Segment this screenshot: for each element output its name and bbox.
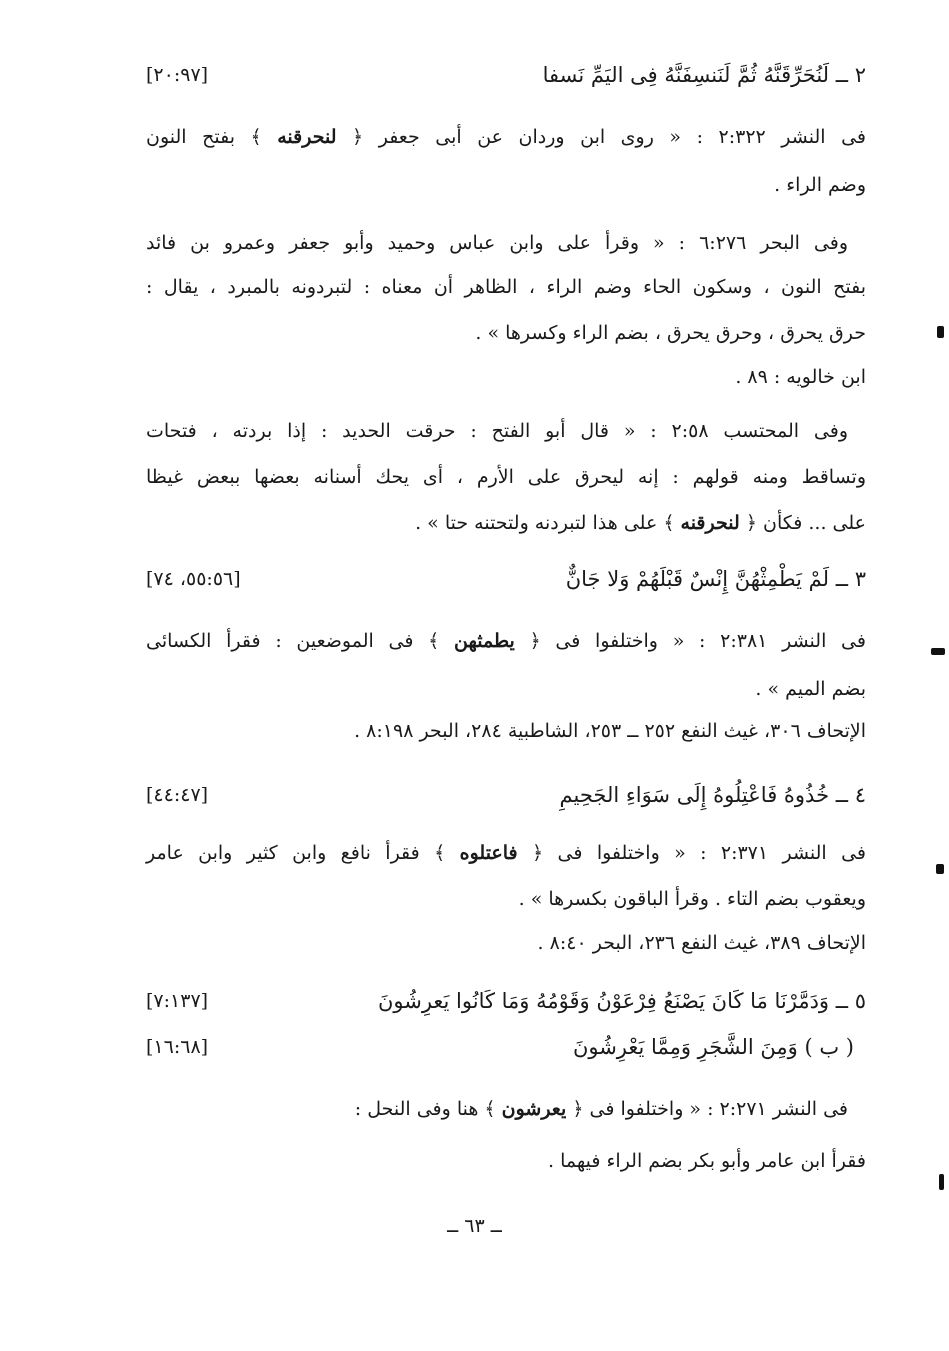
commentary-line: فى النشر ٢:٣٢٢ : « روى ابن وردان عن أبى جعفر ﴿ لنحرقنه ﴾ بفتح النون — [146, 126, 866, 148]
commentary-line: بضم الميم » . — [755, 678, 866, 700]
verse-text: ٤ ــ خُذُوهُ فَاعْتِلُوهُ إِلَى سَوَاءِ الجَحِيمِ — [559, 783, 866, 807]
highlighted-word: يعرشون — [501, 1098, 567, 1120]
verse-row-5b — [146, 1030, 866, 1064]
highlighted-word: يطمثهن — [454, 630, 515, 652]
verse-row-3 — [146, 562, 866, 596]
verse-text: ٢ ــ لَنُحَرِّقَنَّهُ ثُمَّ لَنَنسِفَنَّهُ فِى اليَمِّ نَسفا — [542, 63, 866, 87]
commentary-line: على ... فكأن ﴿ لنحرقنه ﴾ على هذا لتبردنه ولتحتنه حتا » . — [415, 512, 866, 534]
page-number: ــ ٦٣ ــ — [447, 1215, 502, 1237]
verse-reference: [٤٤:٤٧] — [146, 784, 209, 806]
commentary-line: الإتحاف ٣٨٩، غيث النفع ٢٣٦، البحر ٨:٤٠ . — [537, 932, 866, 954]
commentary-line: فى النشر ٢:٣٧١ : « واختلفوا فى ﴿ فاعتلوه ﴾ فقرأ نافع وابن كثير وابن عامر — [146, 842, 866, 864]
commentary-line: حرق يحرق ، وحرق يحرق ، بضم الراء وكسرها » . — [475, 322, 866, 344]
scan-mark — [931, 648, 945, 655]
highlighted-word: لنحرقنه — [680, 512, 740, 534]
commentary-line: وتساقط ومنه قولهم : إنه ليحرق على الأرم ، أى يحك أسنانه بعضها ببعض غيظا — [146, 466, 866, 488]
commentary-line: فى النشر ٢:٣٨١ : « واختلفوا فى ﴿ يطمثهن ﴾ فى الموضعين : فقرأ الكسائى — [146, 630, 866, 652]
commentary-line: ابن خالويه : ٨٩ . — [735, 366, 866, 388]
commentary-line: بفتح النون ، وسكون الحاء وضم الراء ، الظاهر أن معناه : لتبردونه بالمبرد ، يقال : — [146, 276, 866, 298]
verse-row-4 — [146, 778, 866, 812]
commentary-line: فى النشر ٢:٢٧١ : « واختلفوا فى ﴿ يعرشون ﴾ هنا وفى النحل : — [354, 1098, 848, 1120]
scan-mark — [939, 1174, 944, 1190]
scan-mark — [936, 864, 944, 874]
commentary-line: فقرأ ابن عامر وأبو بكر بضم الراء فيهما . — [548, 1150, 866, 1172]
verse-reference: [٧:١٣٧] — [146, 990, 209, 1012]
scan-mark — [937, 326, 944, 338]
verse-reference: [٥٥:٥٦، ٧٤] — [146, 568, 241, 590]
verse-reference: [١٦:٦٨] — [146, 1036, 209, 1058]
commentary-line: وفى البحر ٦:٢٧٦ : « وقرأ على وابن عباس وحميد وأبو جعفر وعمرو بن فائد — [146, 232, 848, 254]
commentary-line: وفى المحتسب ٢:٥٨ : « قال أبو الفتح : حرقت الحديد : إذا بردته ، فتحات — [146, 420, 848, 442]
verse-text: ٣ ــ لَمْ يَطْمِثْهُنَّ إِنْسٌ قَبْلَهُمْ وَلا جَانٌّ — [565, 567, 866, 591]
commentary-line: الإتحاف ٣٠٦، غيث النفع ٢٥٢ ــ ٢٥٣، الشاطبية ٢٨٤، البحر ٨:١٩٨ . — [354, 720, 866, 742]
highlighted-word: فاعتلوه — [459, 842, 518, 864]
commentary-line: وضم الراء . — [774, 174, 866, 196]
commentary-line: ويعقوب بضم التاء . وقرأ الباقون بكسرها » . — [518, 888, 866, 910]
highlighted-word: لنحرقنه — [277, 126, 337, 148]
verse-row-2 — [146, 58, 866, 92]
verse-reference: [٢٠:٩٧] — [146, 64, 209, 86]
verse-row-5 — [146, 984, 866, 1018]
verse-text: ٥ ــ وَدَمَّرْنَا مَا كَانَ يَصْنَعُ فِرْعَوْنُ وَقَوْمُهُ وَمَا كَانُوا يَعرِشُونَ — [377, 989, 866, 1013]
verse-text: ( ب ) وَمِنَ الشَّجَرِ وَمِمَّا يَعْرِشُونَ — [572, 1035, 854, 1059]
